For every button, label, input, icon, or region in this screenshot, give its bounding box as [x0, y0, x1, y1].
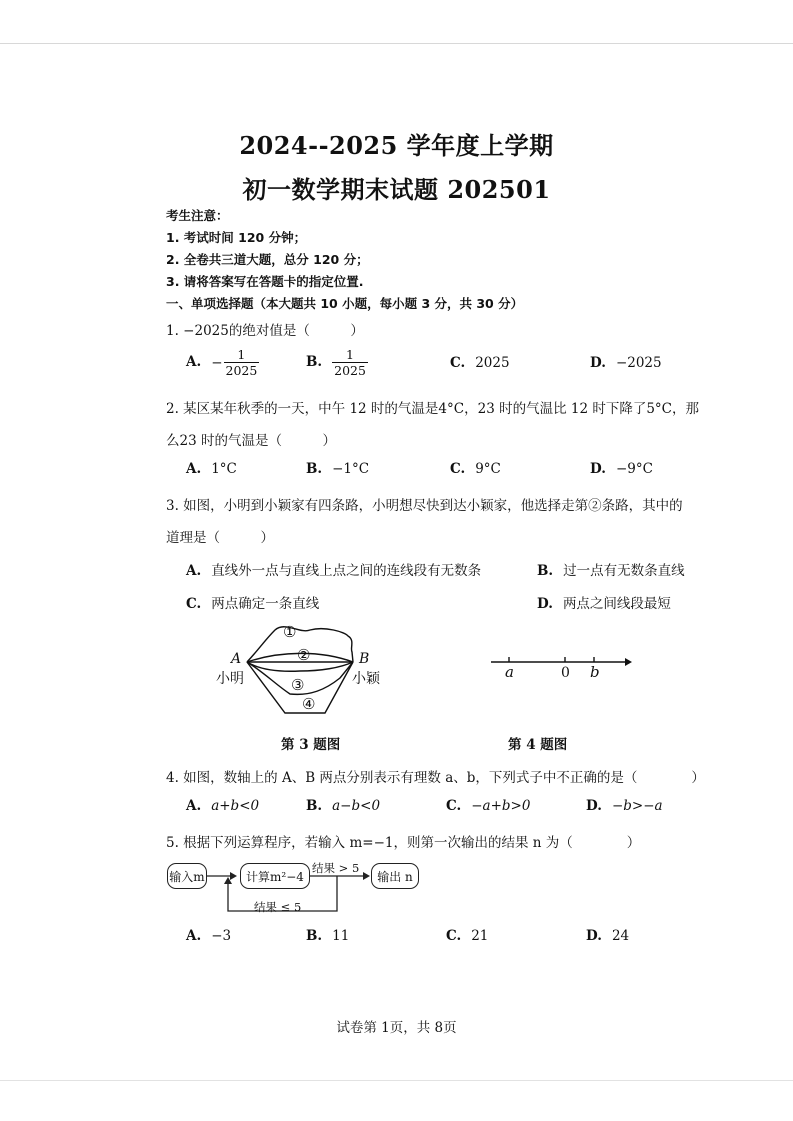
- q5-option-a: [186, 928, 231, 944]
- point-b-label: B: [359, 651, 370, 667]
- number-line-label-b: b: [590, 663, 600, 681]
- option-letter: B.: [306, 798, 323, 814]
- option-text: a−b<0: [332, 798, 381, 814]
- option-letter: A.: [186, 563, 202, 579]
- numerator: 1: [224, 347, 260, 363]
- option-text: 两点之间线段最短: [562, 596, 671, 612]
- route-label-4: ④: [302, 695, 316, 713]
- numerator: 1: [332, 347, 368, 363]
- question-2-line-1: 2. 某区某年秋季的一天，中午 12 时的气温是4°C，23 时的气温比 12 时下降了5°C，那: [166, 401, 699, 417]
- q1-option-b: [306, 347, 368, 378]
- q4-option-d: [586, 798, 663, 814]
- option-letter: D.: [537, 596, 553, 612]
- q3-option-d: [537, 592, 671, 612]
- q1-option-a: [186, 347, 259, 378]
- option-text: 2025: [475, 355, 510, 371]
- flow-compute-box: 计算m²−4: [240, 863, 310, 889]
- exam-title: 2024--2025 学年度上学期: [239, 131, 554, 160]
- q1-option-c: [450, 355, 510, 371]
- option-letter: C.: [446, 798, 462, 814]
- minus-sign: −: [211, 354, 223, 371]
- option-text: 21: [471, 928, 489, 944]
- option-letter: D.: [590, 355, 606, 371]
- option-letter: C.: [186, 596, 202, 612]
- option-text: 1°C: [211, 461, 237, 477]
- q2-option-a: [186, 461, 237, 477]
- option-text: 过一点有无数条直线: [563, 563, 685, 579]
- denominator: 2025: [334, 363, 366, 378]
- page-footer: 试卷第 1页，共 8页: [336, 1020, 457, 1036]
- route-label-2: ②: [297, 646, 311, 664]
- option-letter: A.: [186, 461, 202, 477]
- option-letter: D.: [586, 928, 602, 944]
- route-label-1: ①: [283, 623, 297, 641]
- page-bottom-border: [0, 1080, 793, 1081]
- fraction: [332, 347, 368, 378]
- question-3-line-1: 3. 如图，小明到小颖家有四条路，小明想尽快到达小颖家，他选择走第②条路，其中的: [166, 498, 683, 514]
- route-label-3: ③: [291, 676, 305, 694]
- option-letter: D.: [590, 461, 606, 477]
- q4-option-c: [446, 798, 530, 814]
- denominator: 2025: [225, 363, 258, 378]
- flow-condition-greater: 结果 > 5: [312, 861, 360, 875]
- section-heading: 一、单项选择题（本大题共 10 小题，每小题 3 分，共 30 分）: [166, 296, 524, 311]
- option-text: −1°C: [332, 461, 370, 477]
- q2-option-b: [306, 461, 369, 477]
- question-2-line-2: 么23 时的气温是（ ）: [166, 433, 336, 449]
- q1-option-d: [590, 355, 662, 371]
- figure-4-caption: 第 4 题图: [508, 737, 568, 753]
- arrowhead: [230, 872, 237, 880]
- option-letter: B.: [537, 563, 554, 579]
- q5-option-c: [446, 928, 488, 944]
- notice-item: 1. 考试时间 120 分钟；: [166, 230, 307, 245]
- figure-3-caption: 第 3 题图: [281, 737, 341, 753]
- question-4-stem: 4. 如图，数轴上的 A、B 两点分别表示有理数 a、b，下列式子中不正确的是（ ）: [166, 770, 705, 786]
- fraction: [224, 347, 260, 378]
- option-letter: B.: [306, 354, 323, 370]
- number-line-label-a: a: [505, 663, 514, 681]
- person-name-xiaoming: 小明: [216, 671, 244, 687]
- option-letter: C.: [446, 928, 462, 944]
- option-text: −b>−a: [611, 798, 663, 814]
- q3-option-a: [186, 559, 481, 579]
- point-a-label: A: [231, 651, 242, 667]
- flow-input-box: 输入m: [167, 863, 207, 889]
- option-text: −9°C: [615, 461, 653, 477]
- q5-option-b: [306, 928, 349, 944]
- option-letter: A.: [186, 798, 202, 814]
- option-text: 两点确定一条直线: [211, 596, 320, 612]
- option-letter: D.: [586, 798, 602, 814]
- option-letter: C.: [450, 461, 466, 477]
- q4-option-b: [306, 798, 380, 814]
- notice-heading: 考生注意：: [166, 208, 229, 223]
- q3-option-b: [537, 559, 685, 579]
- option-text: −2025: [615, 355, 662, 371]
- question-1-stem: 1. −2025的绝对值是（ ）: [166, 323, 364, 339]
- q3-option-c: [186, 592, 319, 612]
- option-text: −a+b>0: [471, 798, 531, 814]
- question-5-stem: 5. 根据下列运算程序，若输入 m=−1，则第一次输出的结果 n 为（ ）: [166, 835, 641, 851]
- q5-option-d: [586, 928, 629, 944]
- option-letter: A.: [186, 354, 202, 370]
- notice-item: 2. 全卷共三道大题，总分 120 分；: [166, 252, 369, 267]
- q2-option-c: [450, 461, 501, 477]
- option-letter: B.: [306, 928, 323, 944]
- notice-item: 3. 请将答案写在答题卡的指定位置.: [166, 274, 364, 289]
- option-text: 24: [611, 928, 630, 944]
- question-3-line-2: 道理是（ ）: [166, 530, 274, 546]
- number-line-label-zero: 0: [561, 665, 570, 681]
- option-text: −3: [211, 928, 232, 944]
- option-text: 直线外一点与直线上点之间的连线段有无数条: [211, 563, 482, 579]
- arrowhead: [363, 872, 370, 880]
- option-text: 11: [332, 928, 350, 944]
- flow-condition-less-equal: 结果 ≤ 5: [254, 900, 302, 914]
- option-text: 9°C: [475, 461, 501, 477]
- q2-option-d: [590, 461, 653, 477]
- option-letter: A.: [186, 928, 202, 944]
- person-name-xiaoying: 小颖: [352, 671, 380, 687]
- number-line-arrow: [625, 658, 632, 666]
- flow-output-box: 输出 n: [371, 863, 419, 889]
- option-text: a+b<0: [211, 798, 260, 814]
- page-top-border: [0, 43, 793, 44]
- option-letter: B.: [306, 461, 323, 477]
- option-letter: C.: [450, 355, 466, 371]
- exam-subtitle: 初一数学期末试题 202501: [242, 175, 551, 204]
- q4-option-a: [186, 798, 259, 814]
